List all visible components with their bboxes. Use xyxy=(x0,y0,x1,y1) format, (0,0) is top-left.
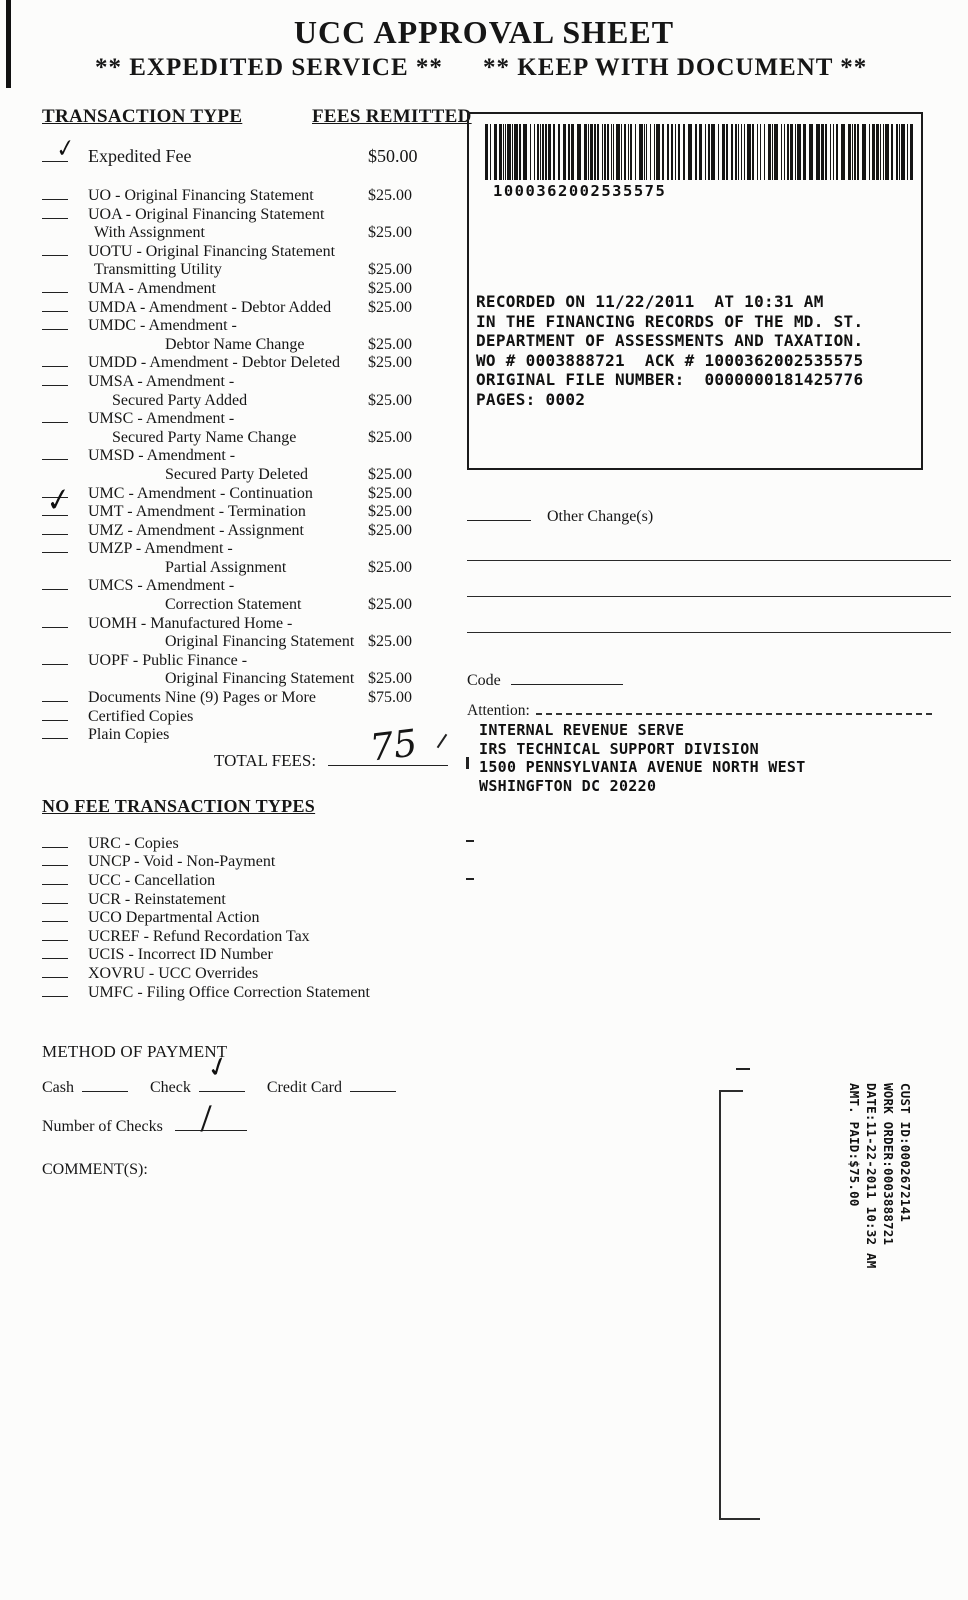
fee-amount: $25.00 xyxy=(368,298,412,316)
fee-row xyxy=(42,670,466,689)
fee-row-label: Original Financing Statement xyxy=(165,670,355,688)
indent-spacer xyxy=(42,431,88,442)
no-fee-row-label: UCC - Cancellation xyxy=(88,872,216,889)
fee-row-label: Debtor Name Change xyxy=(165,335,305,353)
total-fees-blank[interactable] xyxy=(328,721,448,770)
fee-checkbox-blank[interactable] xyxy=(42,245,68,256)
scan-bracket-mark xyxy=(719,1090,763,1520)
fee-checkbox-blank[interactable] xyxy=(42,133,77,165)
fee-row xyxy=(42,485,466,504)
handwritten-checkmark-icon: ✓ xyxy=(44,479,73,522)
fee-checkbox-blank[interactable] xyxy=(42,356,68,367)
total-fees-row xyxy=(214,721,466,782)
recording-stamp-line: WO # 0003888721 ACK # 1000362002535575 xyxy=(476,350,864,370)
fee-row xyxy=(42,187,466,206)
recording-stamp-line: PAGES: 0002 xyxy=(476,389,586,409)
page-title: UCC APPROVAL SHEET xyxy=(293,14,675,50)
no-fee-row-label: XOVRU - UCC Overrides xyxy=(88,964,259,982)
fee-row xyxy=(42,429,466,448)
indent-spacer xyxy=(42,468,88,479)
fee-row-label: UMDA - Amendment - Debtor Added xyxy=(88,298,332,316)
fee-amount: $25.00 xyxy=(368,484,412,502)
fee-row-label: UOA - Original Financing Statement xyxy=(88,205,325,223)
fee-row xyxy=(42,336,466,355)
fee-row-label: UMSA - Amendment - xyxy=(88,372,235,390)
fee-row xyxy=(42,615,466,634)
number-of-checks-label: Number of Checks xyxy=(42,1118,163,1136)
no-fee-checkbox-blank[interactable] xyxy=(42,986,68,997)
fee-row-label: UMDC - Amendment - xyxy=(88,317,237,335)
fee-row-label: UOPF - Public Finance - xyxy=(88,651,248,669)
no-fee-checkbox-blank[interactable] xyxy=(42,855,68,866)
fee-row-label: Original Financing Statement xyxy=(165,633,355,651)
recording-stamp-line: RECORDED ON 11/22/2011 AT 10:31 AM xyxy=(476,292,824,311)
method-of-payment-header: METHOD OF PAYMENT xyxy=(42,1042,228,1062)
fee-amount: $25.00 xyxy=(368,354,412,372)
fee-row-label: UMC - Amendment - Continuation xyxy=(88,484,313,502)
transaction-type-header: TRANSACTION TYPE xyxy=(42,106,243,127)
payment-option-blank[interactable] xyxy=(350,1080,396,1092)
fee-row xyxy=(42,243,466,262)
indent-spacer xyxy=(42,338,88,349)
fee-row xyxy=(42,577,466,596)
attention-address-line: INTERNAL REVENUE SERVE xyxy=(479,721,685,739)
fee-row-label: UMT - Amendment - Termination xyxy=(88,503,306,521)
fee-row xyxy=(42,206,466,225)
fee-row xyxy=(42,633,466,652)
no-fee-row xyxy=(42,891,466,910)
other-changes-line[interactable] xyxy=(467,632,951,633)
no-fee-list xyxy=(42,835,466,1002)
no-fee-row-label: UNCP - Void - Non-Payment xyxy=(88,853,276,871)
fee-checkbox-blank[interactable] xyxy=(42,654,68,665)
fee-amount: $25.00 xyxy=(368,558,412,576)
fee-row-label: UMSC - Amendment - xyxy=(88,410,235,428)
no-fee-checkbox-blank[interactable] xyxy=(42,874,68,885)
no-fee-row xyxy=(42,946,466,965)
fee-checkbox-blank[interactable] xyxy=(42,449,68,460)
fee-row-label: UOMH - Manufactured Home - xyxy=(88,614,293,632)
barcode-number: 1000362002535575 xyxy=(493,182,667,200)
fee-checkbox-blank[interactable] xyxy=(42,710,68,721)
fee-amount: $25.00 xyxy=(368,633,412,651)
fee-checkbox-blank[interactable] xyxy=(42,319,68,330)
no-fee-row xyxy=(42,909,466,928)
scan-mark xyxy=(466,757,469,769)
payment-option-label: Cash xyxy=(42,1079,74,1097)
fee-checkbox-blank[interactable] xyxy=(42,487,68,498)
barcode xyxy=(485,124,915,180)
recording-box xyxy=(467,112,923,470)
column-headers xyxy=(42,106,472,130)
fee-checkbox-blank[interactable] xyxy=(42,208,68,219)
attention-address-line: IRS TECHNICAL SUPPORT DIVISION xyxy=(479,739,759,758)
indent-spacer xyxy=(42,394,88,405)
recording-stamp-line: IN THE FINANCING RECORDS OF THE MD. ST. xyxy=(476,311,864,331)
fee-checkbox-blank[interactable] xyxy=(42,524,68,535)
fees-remitted-header: FEES REMITTED xyxy=(312,106,472,127)
other-changes-label: Other Change(s) xyxy=(547,508,654,525)
code-blank[interactable] xyxy=(511,673,623,685)
no-fee-row xyxy=(42,965,466,984)
indent-spacer xyxy=(42,598,88,609)
fee-amount: $25.00 xyxy=(368,279,412,297)
fee-row-label: Expedited Fee xyxy=(88,146,192,166)
fee-checkbox-blank[interactable] xyxy=(42,617,68,628)
other-changes-row xyxy=(467,508,653,526)
code-label: Code xyxy=(467,672,501,689)
no-fee-row xyxy=(42,835,466,854)
fee-row-label: UOTU - Original Financing Statement xyxy=(88,242,336,260)
no-fee-checkbox-blank[interactable] xyxy=(42,893,68,904)
fee-row-label: UMSD - Amendment - xyxy=(88,447,236,465)
payment-option xyxy=(150,1049,245,1097)
fee-amount: $75.00 xyxy=(368,689,412,707)
fee-row-label: Plain Copies xyxy=(88,726,170,744)
fee-row xyxy=(42,224,466,243)
fee-checkbox-blank[interactable] xyxy=(42,479,73,522)
no-fee-checkbox-blank[interactable] xyxy=(42,911,68,922)
no-fee-row xyxy=(42,872,466,891)
fee-checkbox-blank[interactable] xyxy=(42,691,68,702)
payment-option xyxy=(267,1079,396,1096)
no-fee-row xyxy=(42,984,466,1003)
payment-stamp-line: DATE:11-22-2011 10:32 AM xyxy=(864,1083,879,1269)
fee-checkbox-blank[interactable] xyxy=(42,542,68,553)
fee-amount: $25.00 xyxy=(368,391,412,409)
fee-row-label: Partial Assignment xyxy=(165,558,287,576)
fee-row xyxy=(42,466,466,485)
handwritten-checkmark-icon: ✓ xyxy=(54,133,77,165)
fee-row xyxy=(42,280,466,299)
fee-amount: $25.00 xyxy=(368,428,412,446)
indent-spacer xyxy=(42,226,88,237)
number-of-checks-row xyxy=(42,1100,466,1144)
fee-amount: $25.00 xyxy=(368,261,412,279)
recording-stamp-line: DEPARTMENT OF ASSESSMENTS AND TAXATION. xyxy=(476,331,864,350)
fee-table xyxy=(42,133,466,745)
attention-dashed-line xyxy=(536,705,932,715)
fee-row xyxy=(42,133,466,169)
payment-stamp-line: AMT. PAID:$75.00 xyxy=(847,1083,862,1207)
fee-row-label: Certified Copies xyxy=(88,707,194,725)
fee-checkbox-blank[interactable] xyxy=(42,301,68,312)
fee-row xyxy=(42,540,466,559)
no-fee-checkbox-blank[interactable] xyxy=(42,837,68,848)
fee-checkbox-blank[interactable] xyxy=(42,728,68,739)
comments-label: COMMENT(S): xyxy=(42,1161,148,1179)
no-fee-checkbox-blank[interactable] xyxy=(42,930,68,941)
attention-row xyxy=(467,702,932,720)
recording-stamp-text xyxy=(476,292,863,409)
scan-mark xyxy=(466,878,474,880)
indent-spacer xyxy=(42,263,88,274)
fee-checkbox-blank[interactable] xyxy=(42,282,68,293)
payment-option-blank[interactable] xyxy=(82,1080,128,1092)
no-fee-row xyxy=(42,853,466,872)
attention-address-line: WSHINGFTON DC 20220 xyxy=(479,776,657,795)
fee-row-label: Secured Party Name Change xyxy=(112,428,297,446)
total-fees-label: TOTAL FEES: xyxy=(214,750,317,770)
no-fee-checkbox-blank[interactable] xyxy=(42,967,68,978)
fee-row xyxy=(42,410,466,429)
fee-row xyxy=(42,596,466,615)
fee-amount: $50.00 xyxy=(368,146,418,166)
no-fee-row-label: URC - Copies xyxy=(88,834,179,852)
payment-option-label: Check xyxy=(150,1079,191,1097)
fee-row xyxy=(42,299,466,318)
payment-option xyxy=(42,1079,128,1096)
no-fee-row xyxy=(42,928,466,947)
no-fee-row-label: UCREF - Refund Recordation Tax xyxy=(88,927,310,945)
banner-keep-with-document: ** KEEP WITH DOCUMENT ** xyxy=(483,54,868,81)
fee-row xyxy=(42,652,466,671)
payment-option-label: Credit Card xyxy=(266,1079,342,1097)
payment-stamp-line: CUST ID:0002672141 xyxy=(898,1083,913,1223)
attention-address-line: 1500 PENNSYLVANIA AVENUE NORTH WEST xyxy=(479,758,806,776)
fee-amount: $25.00 xyxy=(368,503,412,521)
fee-checkbox-blank[interactable] xyxy=(42,375,68,386)
fee-row-label: Documents Nine (9) Pages or More xyxy=(88,689,316,707)
no-fee-row-label: UCR - Reinstatement xyxy=(88,890,226,908)
handwritten-checkmark-icon: ✓ xyxy=(202,1049,234,1086)
fee-row xyxy=(42,522,466,541)
fee-row-label: UMCS - Amendment - xyxy=(88,577,235,595)
fee-amount: $25.00 xyxy=(368,187,412,204)
no-fee-transaction-types-header: NO FEE TRANSACTION TYPES xyxy=(42,795,316,816)
fee-row xyxy=(42,689,466,708)
fee-row-label: Transmitting Utility xyxy=(94,261,222,279)
fee-row-label: UMZP - Amendment - xyxy=(88,540,233,558)
payment-option-blank[interactable] xyxy=(199,1049,245,1092)
fee-row-label: Secured Party Added xyxy=(112,391,248,409)
fee-amount: $25.00 xyxy=(368,521,412,539)
attention-label: Attention: xyxy=(467,702,530,719)
fee-row-label: UMA - Amendment xyxy=(88,279,216,297)
attention-address xyxy=(479,721,806,795)
fee-row-label: UMZ - Amendment - Assignment xyxy=(88,521,304,539)
fee-row xyxy=(42,261,466,280)
no-fee-row-label: UCO Departmental Action xyxy=(88,909,260,927)
other-changes-line[interactable] xyxy=(467,560,951,561)
fee-row xyxy=(42,392,466,411)
indent-spacer xyxy=(42,561,88,572)
fee-checkbox-blank[interactable] xyxy=(42,412,68,423)
fee-row-label: With Assignment xyxy=(94,224,205,242)
fee-amount: $25.00 xyxy=(368,670,412,688)
recording-stamp-line: ORIGINAL FILE NUMBER: 0000000181425776 xyxy=(476,370,864,389)
code-row xyxy=(467,672,623,690)
fee-amount: $25.00 xyxy=(368,224,412,242)
fee-amount: $25.00 xyxy=(368,335,412,353)
no-fee-checkbox-blank[interactable] xyxy=(42,948,68,959)
indent-spacer xyxy=(42,635,88,646)
fee-row xyxy=(42,354,466,373)
scan-mark xyxy=(466,840,474,842)
no-fee-row-label: UCIS - Incorrect ID Number xyxy=(88,946,273,964)
fee-row xyxy=(42,559,466,578)
number-of-checks-blank[interactable] xyxy=(175,1100,247,1137)
no-fee-row-label: UMFC - Filing Office Correction Statement xyxy=(88,983,370,1001)
fee-amount: $25.00 xyxy=(368,596,412,614)
banner-expedited-service: ** EXPEDITED SERVICE ** xyxy=(95,54,443,81)
fee-row-label: Correction Statement xyxy=(165,596,302,614)
fee-row xyxy=(42,373,466,392)
fee-row-label: UO - Original Financing Statement xyxy=(88,187,314,204)
other-changes-blank[interactable] xyxy=(467,509,531,521)
fee-checkbox-blank[interactable] xyxy=(42,189,68,200)
transaction-type-column xyxy=(42,106,472,1179)
fee-row-label: Secured Party Deleted xyxy=(165,465,309,483)
indent-spacer xyxy=(42,672,88,683)
scan-mark xyxy=(736,1068,750,1070)
payment-stamp xyxy=(846,1083,916,1275)
fee-amount: $25.00 xyxy=(368,465,412,483)
fee-row xyxy=(42,447,466,466)
handwritten-check-count: / xyxy=(198,1100,214,1137)
fee-row-label: UMDD - Amendment - Debtor Deleted xyxy=(88,354,340,372)
handwritten-total-amount: 75 xyxy=(367,721,420,770)
other-changes-line[interactable] xyxy=(467,596,951,597)
fee-checkbox-blank[interactable] xyxy=(42,579,68,590)
fee-row xyxy=(42,317,466,336)
payment-stamp-line: WORK ORDER:0003888721 xyxy=(881,1083,896,1246)
